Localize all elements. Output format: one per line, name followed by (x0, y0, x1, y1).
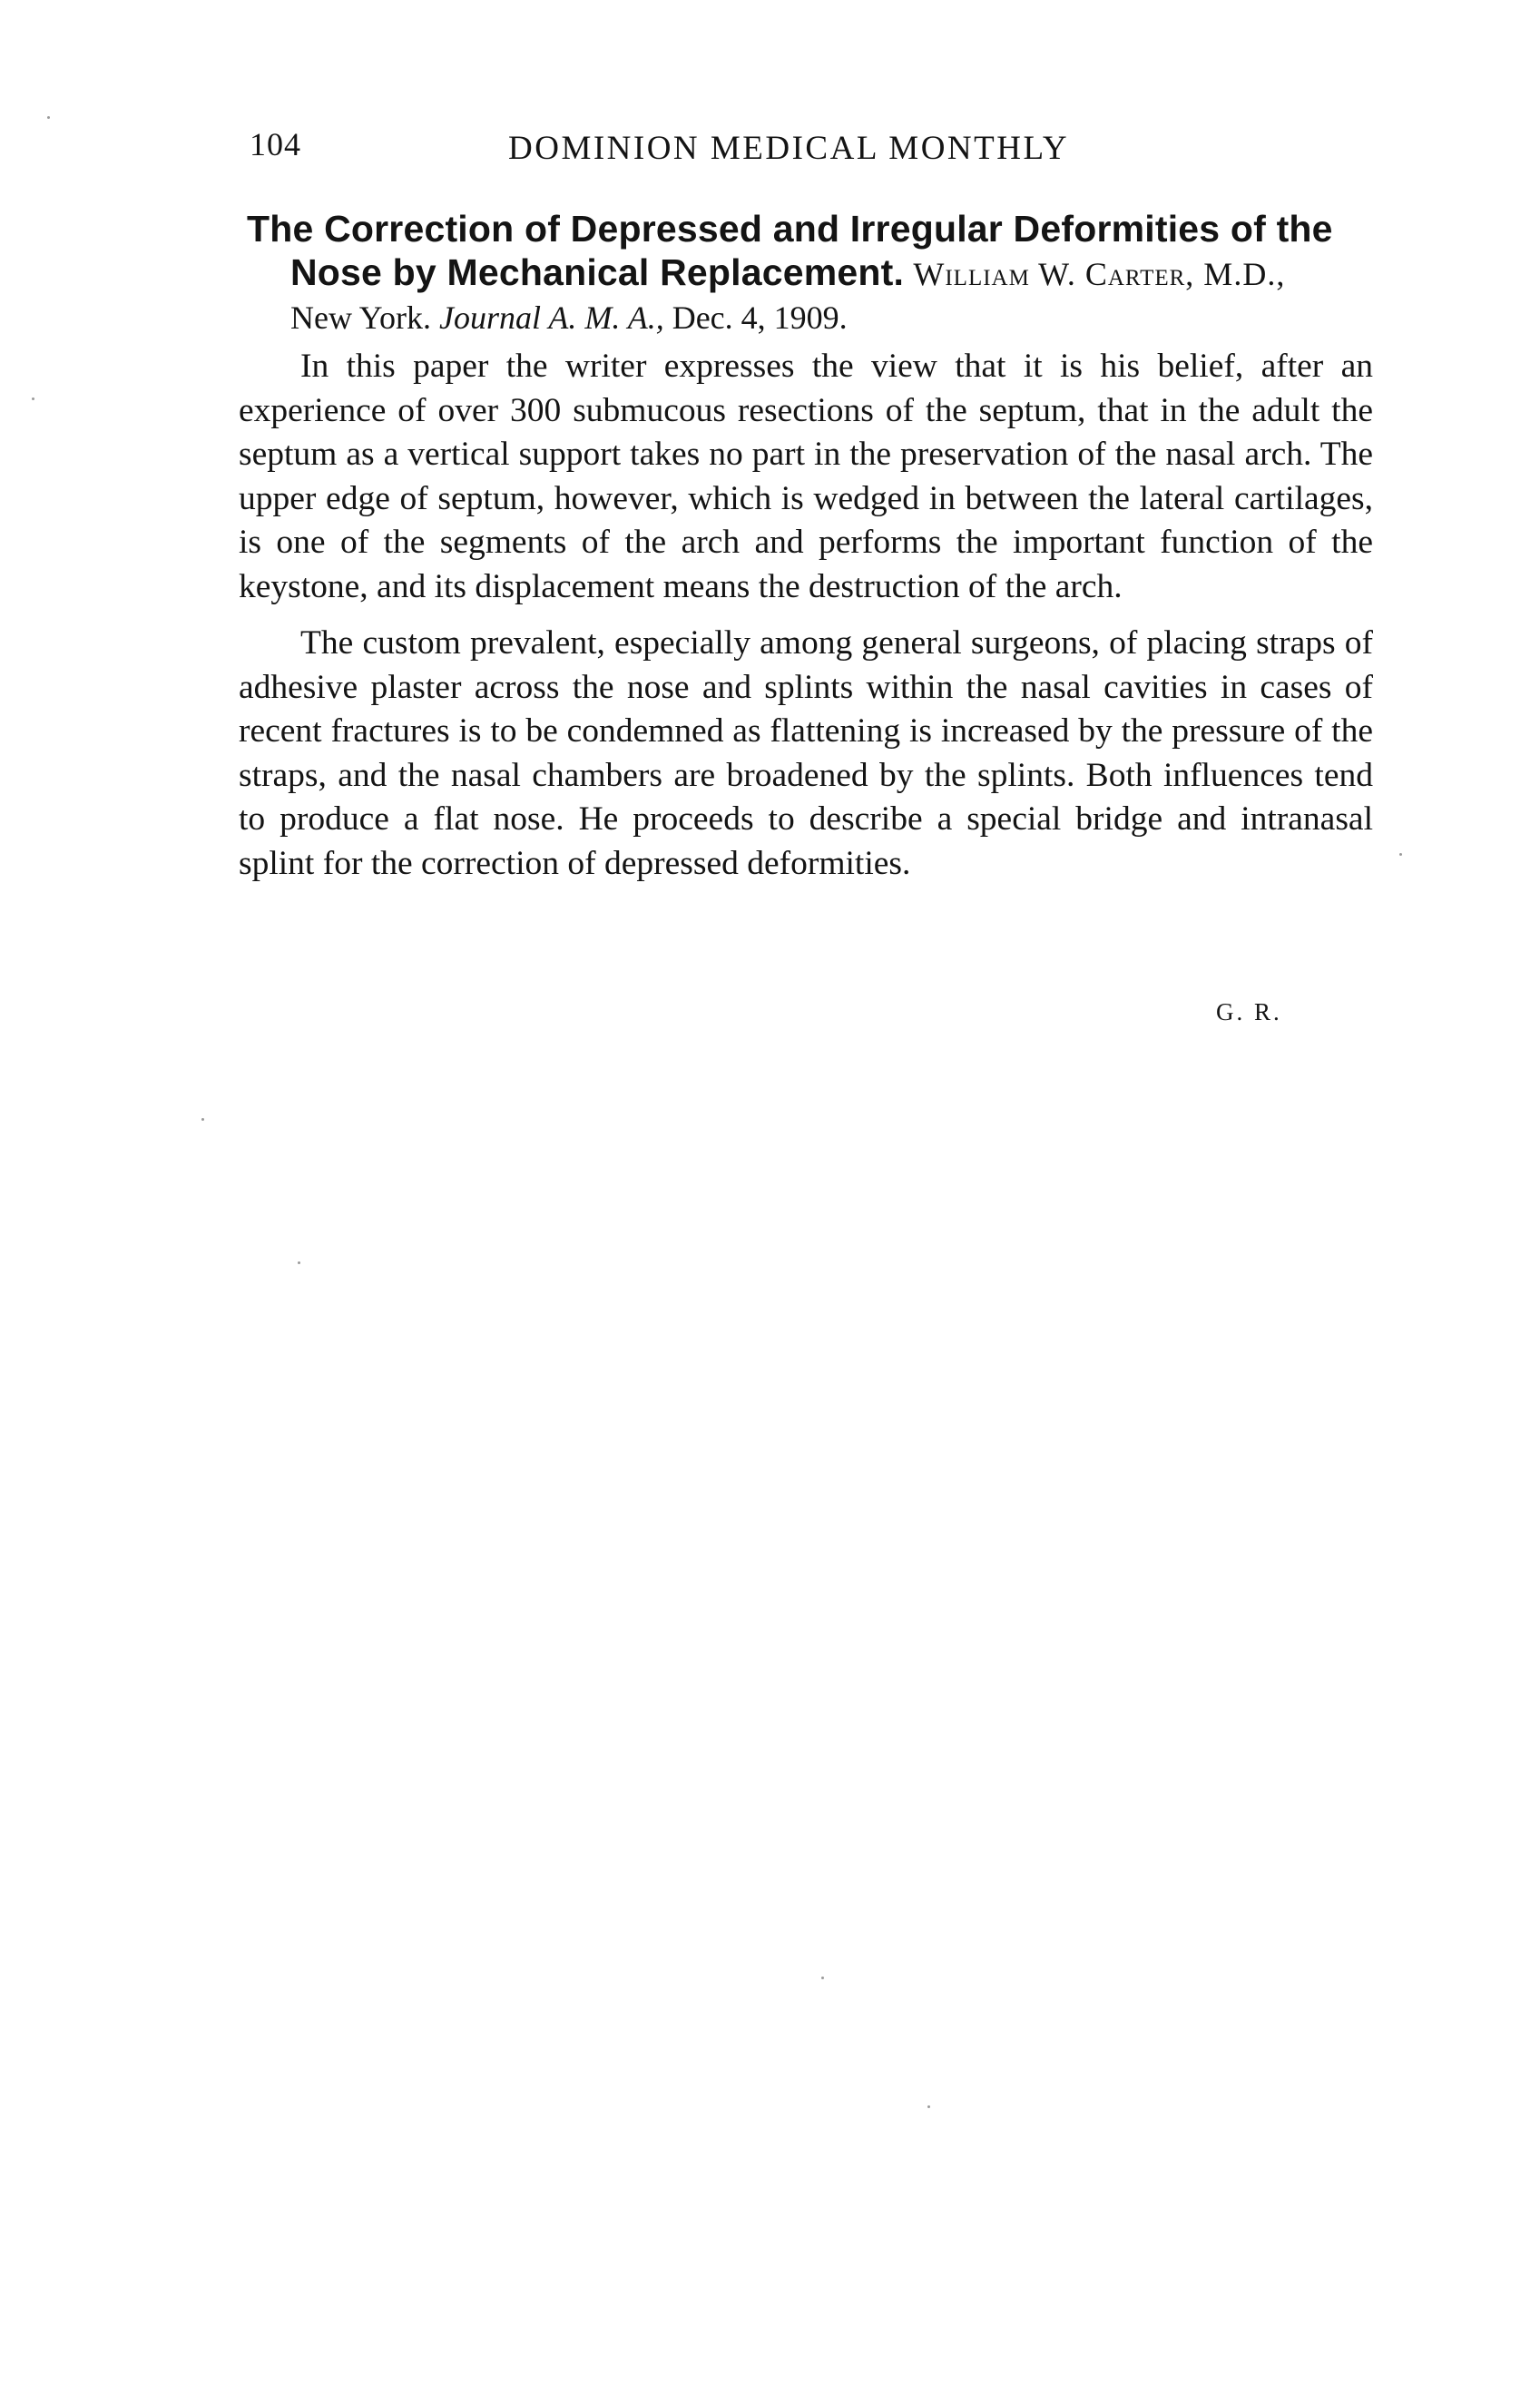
article-date: Dec. 4, 1909. (672, 299, 848, 336)
page-number: 104 (250, 126, 301, 162)
article-heading (247, 207, 1395, 339)
article-location: New York. (290, 299, 432, 336)
article-signature: G. R. (1216, 998, 1282, 1025)
scan-speck (821, 1977, 824, 1979)
article-body (239, 345, 1373, 898)
article-title-line-2 (247, 250, 1395, 296)
scan-speck (47, 116, 50, 119)
scan-speck (927, 2105, 930, 2108)
article-paragraph-2: The custom prevalent, especially among general surgeons, of placing straps of adhesive plaster across the nose and splints within the nasal cavities in cases of recent fractures is to be condemned as flattening is increased by the pressure of the straps, and the nasal chambers are broadened by the splints. Both influences tend to produce a flat nose. He proceeds to describe a special bridge and intranasal splint for the correction of depressed deformities. (239, 624, 1373, 882)
scan-speck (1399, 853, 1402, 856)
article-title-part-1: The Correction of Depressed and Irregular Deformities of the (247, 208, 1333, 250)
article-paragraph-1: In this paper the writer expresses the view that it is his belief, after an experience of over 300 submucous resections of the septum, that in the adult the septum as a vertical support takes no part in the preservation of the nasal arch. The upper edge of septum, however, which is wedged in between the lateral cartilages, is one of the segments of the arch and performs the important function of the keystone, and its displacement means the destruction of the arch. (239, 348, 1373, 605)
article-title-line-1 (247, 207, 1395, 250)
article-journal: Journal A. M. A., (439, 299, 664, 336)
article-author: William W. Carter, M.D., (913, 256, 1286, 292)
scan-speck (201, 1118, 204, 1121)
article-title-part-2: Nose by Mechanical Replacement. (290, 251, 905, 293)
scan-speck (298, 1261, 300, 1264)
article-citation (247, 296, 1395, 339)
running-head: DOMINION MEDICAL MONTHLY (508, 130, 1070, 167)
scan-speck (32, 397, 34, 400)
